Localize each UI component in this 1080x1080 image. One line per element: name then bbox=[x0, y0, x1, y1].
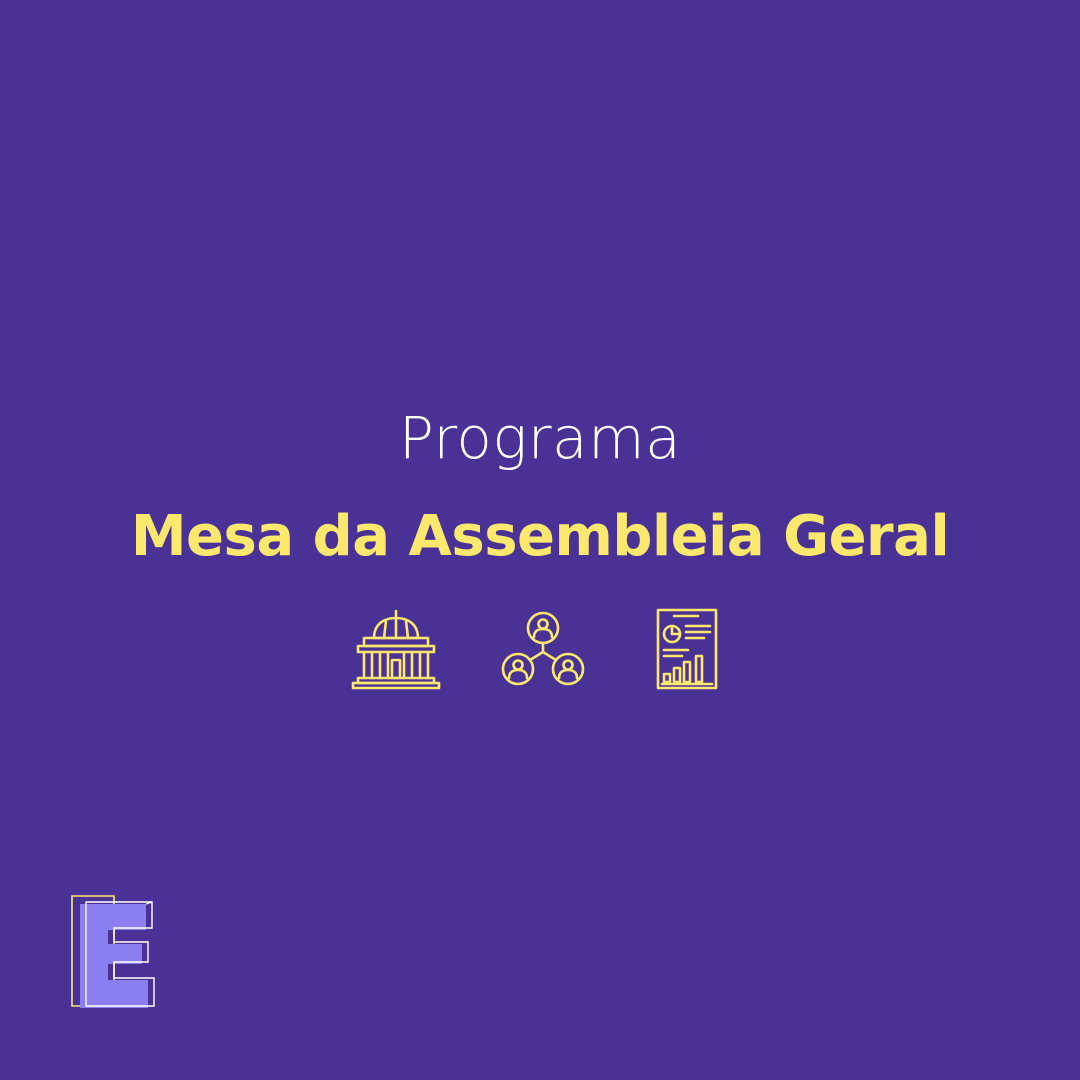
people-network-icon bbox=[498, 610, 588, 690]
letter-e-logo bbox=[62, 884, 158, 1020]
parliament-building-icon bbox=[350, 608, 442, 692]
subtitle-text: Programa bbox=[398, 404, 682, 472]
title-text: Mesa da Assembleia Geral bbox=[130, 504, 950, 569]
report-chart-icon bbox=[652, 606, 722, 692]
